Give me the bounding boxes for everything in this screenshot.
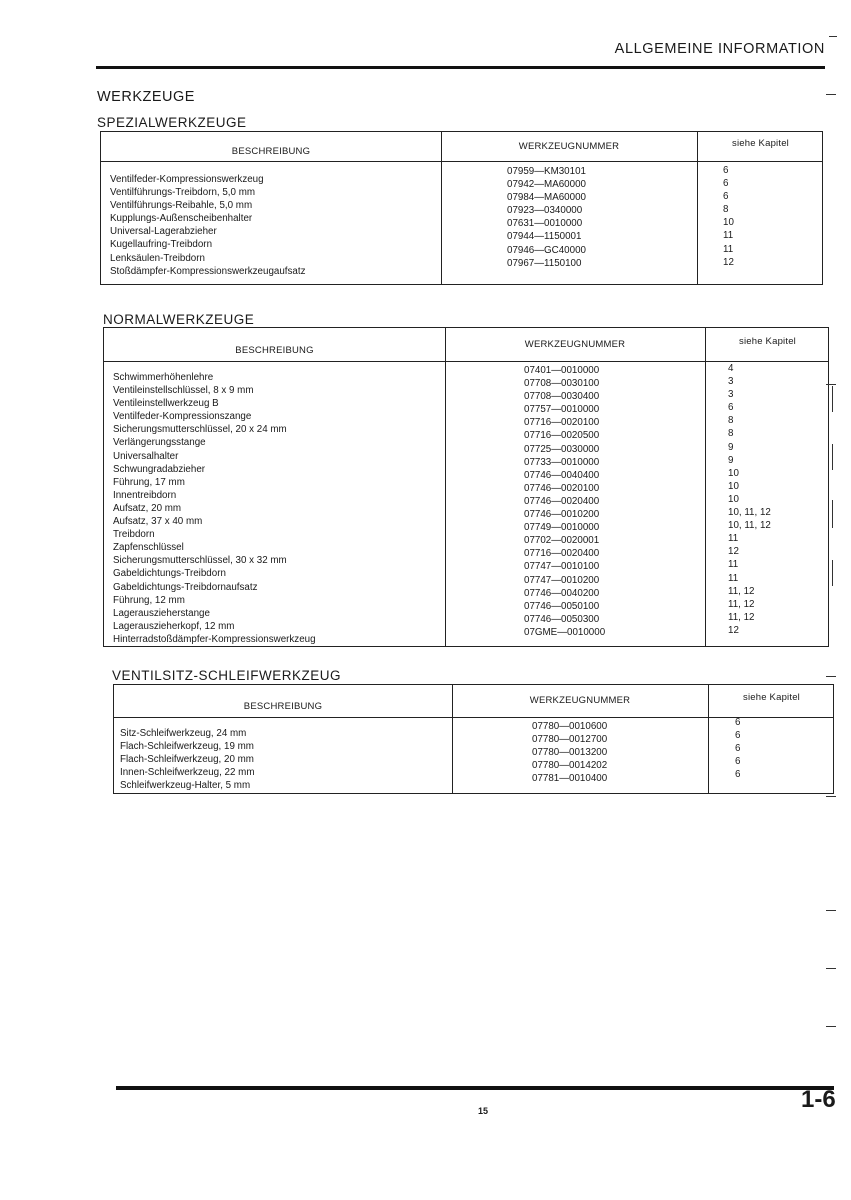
row-chapter: 8 — [728, 428, 734, 440]
row-part-number: 07716—0020500 — [524, 430, 600, 442]
row-part-number: 07747—0010200 — [524, 574, 600, 586]
row-part-number: 07746—0010200 — [524, 509, 600, 521]
row-description: Verlängerungsstange — [113, 437, 206, 449]
row-part-number: 07959—KM30101 — [507, 166, 586, 177]
chapter-column — [723, 164, 734, 269]
row-part-number: 07780—0012700 — [532, 734, 608, 746]
row-description: Gabeldichtungs-Treibdornaufsatz — [113, 581, 258, 593]
row-part-number: 07725—0030000 — [524, 443, 600, 455]
row-chapter: 11 — [728, 572, 739, 584]
row-part-number: 07967—1150100 — [507, 257, 582, 269]
page-title: WERKZEUGE — [97, 89, 195, 105]
part-number-column — [532, 720, 607, 785]
margin-mark — [826, 384, 836, 385]
row-part-number: 07749—0010000 — [524, 522, 600, 534]
row-description: Führung, 12 mm — [113, 594, 185, 606]
row-chapter: 10 — [728, 493, 739, 505]
row-description: Sicherungsmutterschlüssel, 30 x 32 mm — [113, 555, 287, 567]
row-part-number: 07747—0010100 — [524, 561, 600, 573]
row-chapter: 6 — [735, 756, 741, 768]
row-chapter: 6 — [728, 402, 734, 414]
row-chapter: 10, 11, 12 — [728, 520, 771, 532]
row-description: Universal-Lagerabzieher — [110, 226, 217, 238]
row-chapter: 12 — [723, 256, 734, 268]
row-part-number: 07944—1150001 — [507, 231, 582, 243]
margin-mark — [832, 386, 833, 412]
chapter-column — [735, 716, 740, 781]
col-header-kapitel: siehe Kapitel — [732, 138, 789, 149]
row-chapter: 10 — [723, 217, 734, 229]
top-rule — [96, 66, 825, 69]
row-part-number: 07GME—0010000 — [524, 626, 606, 638]
row-chapter: 3 — [728, 389, 734, 401]
row-description: Sitz-Schleifwerkzeug, 24 mm — [120, 728, 247, 739]
row-description: Ventileinstellschlüssel, 8 x 9 mm — [113, 385, 254, 397]
section-heading-normal: NORMALWERKZEUGE — [103, 312, 255, 327]
row-chapter: 10 — [728, 480, 739, 492]
bottom-rule — [116, 1086, 834, 1090]
margin-mark — [829, 36, 837, 37]
row-chapter: 9 — [728, 454, 734, 466]
section-heading-ventilsitz: VENTILSITZ-SCHLEIFWERKZEUG — [112, 668, 342, 683]
col-header-kapitel: siehe Kapitel — [743, 692, 800, 703]
part-number-column — [507, 165, 586, 270]
row-chapter: 12 — [728, 624, 739, 636]
row-description: Innen-Schleifwerkzeug, 22 mm — [120, 767, 255, 779]
row-chapter: 6 — [735, 717, 741, 728]
row-part-number: 07708—0030400 — [524, 391, 600, 403]
row-description: Lenksäulen-Treibdorn — [110, 252, 205, 264]
row-chapter: 9 — [728, 441, 734, 453]
row-part-number: 07631—0010000 — [507, 218, 583, 230]
row-description: Zapfenschlüssel — [113, 542, 184, 554]
row-part-number: 07708—0030100 — [524, 378, 600, 390]
row-chapter: 6 — [723, 165, 729, 176]
row-part-number: 07746—0050300 — [524, 613, 600, 625]
row-chapter: 11 — [723, 230, 734, 242]
col-header-werkzeugnummer: WERKZEUGNUMMER — [529, 695, 631, 706]
row-description: Innentreibdorn — [113, 489, 177, 501]
row-part-number: 07780—0013200 — [532, 747, 608, 759]
margin-mark — [826, 968, 836, 969]
table-spezialwerkzeuge — [100, 131, 823, 285]
row-chapter: 11 — [728, 559, 739, 571]
row-part-number: 07746—0040200 — [524, 587, 600, 599]
row-description: Führung, 17 mm — [113, 476, 185, 488]
page-number: 15 — [478, 1106, 489, 1116]
row-description: Ventilfeder-Kompressionszange — [113, 411, 252, 423]
margin-mark — [832, 560, 833, 586]
row-description: Schleifwerkzeug-Halter, 5 mm — [120, 780, 251, 792]
row-description: Flach-Schleifwerkzeug, 19 mm — [120, 741, 254, 753]
col-header-beschreibung: BESCHREIBUNG — [235, 345, 314, 356]
table-normalwerkzeuge — [103, 327, 829, 647]
row-chapter: 11, 12 — [728, 598, 755, 610]
chapter-column — [728, 362, 771, 637]
row-part-number: 07746—0020400 — [524, 495, 600, 507]
row-description: Lagerauszieherkopf, 12 mm — [113, 620, 235, 632]
row-description: Kupplungs-Außenscheibenhalter — [110, 213, 253, 225]
row-chapter: 10 — [728, 467, 739, 479]
row-chapter: 6 — [735, 743, 741, 755]
row-description: Aufsatz, 37 x 40 mm — [113, 516, 203, 528]
row-description: Ventileinstellwerkzeug B — [113, 398, 219, 410]
row-description: Universalhalter — [113, 450, 179, 462]
row-part-number: 07781—0010400 — [532, 773, 608, 785]
margin-mark — [826, 910, 836, 911]
row-chapter: 12 — [728, 546, 739, 558]
margin-mark — [826, 796, 836, 797]
row-chapter: 6 — [735, 769, 741, 781]
row-part-number: 07780—0014202 — [532, 760, 608, 772]
row-part-number: 07401—0010000 — [524, 365, 600, 376]
section-title: ALLGEMEINE INFORMATION — [614, 41, 825, 57]
row-chapter: 11, 12 — [728, 611, 755, 623]
row-chapter: 11 — [723, 243, 734, 255]
row-description: Sicherungsmutterschlüssel, 20 x 24 mm — [113, 424, 287, 436]
row-part-number: 07757—0010000 — [524, 404, 600, 416]
col-header-kapitel: siehe Kapitel — [739, 336, 796, 347]
col-header-werkzeugnummer: WERKZEUGNUMMER — [524, 339, 626, 350]
row-chapter: 4 — [728, 363, 734, 374]
col-header-werkzeugnummer: WERKZEUGNUMMER — [518, 141, 620, 152]
row-description: Flach-Schleifwerkzeug, 20 mm — [120, 754, 254, 766]
row-part-number: 07746—0020100 — [524, 482, 600, 494]
table-ventilsitz — [113, 684, 834, 794]
row-chapter: 6 — [723, 178, 729, 190]
margin-mark — [832, 500, 833, 528]
page-reference: 1-6 — [801, 1086, 836, 1113]
row-part-number: 07746—0040400 — [524, 469, 600, 481]
row-part-number: 07746—0050100 — [524, 600, 600, 612]
margin-mark — [826, 676, 836, 677]
section-heading-spezial: SPEZIALWERKZEUGE — [97, 115, 247, 130]
row-description: Schwimmerhöhenlehre — [113, 372, 214, 383]
row-description: Aufsatz, 20 mm — [113, 502, 182, 514]
row-description: Hinterradstoßdämpfer-Kompressionswerkzeug — [113, 633, 316, 645]
row-chapter: 8 — [723, 204, 729, 216]
row-part-number: 07716—0020400 — [524, 548, 600, 560]
description-column — [120, 727, 255, 792]
row-part-number: 07702—0020001 — [524, 535, 600, 547]
row-description: Gabeldichtungs-Treibdorn — [113, 568, 226, 580]
margin-mark — [826, 94, 836, 95]
row-part-number: 07780—0010600 — [532, 721, 608, 732]
row-part-number: 07716—0020100 — [524, 417, 600, 429]
row-chapter: 8 — [728, 415, 734, 427]
row-description: Kugellaufring-Treibdorn — [110, 239, 213, 251]
part-number-column — [524, 364, 605, 639]
row-chapter: 11, 12 — [728, 585, 755, 597]
description-column — [110, 173, 305, 278]
row-chapter: 6 — [735, 730, 741, 742]
row-description: Treibdorn — [113, 529, 155, 541]
row-description: Ventilfeder-Kompressionswerkzeug — [110, 174, 264, 185]
description-column — [113, 371, 316, 646]
row-part-number: 07923—0340000 — [507, 205, 583, 217]
row-description: Lagerauszieherstange — [113, 607, 210, 619]
row-description: Schwungradabzieher — [113, 463, 206, 475]
row-part-number: 07942—MA60000 — [507, 179, 586, 191]
row-chapter: 11 — [728, 533, 739, 545]
row-part-number: 07946—GC40000 — [507, 244, 586, 256]
row-part-number: 07984—MA60000 — [507, 192, 586, 204]
col-header-beschreibung: BESCHREIBUNG — [231, 146, 311, 157]
row-description: Ventilführungs-Treibdorn, 5,0 mm — [110, 187, 256, 199]
row-chapter: 3 — [728, 376, 734, 388]
row-description: Ventilführungs-Reibahle, 5,0 mm — [110, 200, 253, 212]
row-chapter: 6 — [723, 191, 729, 203]
margin-mark — [826, 1026, 836, 1027]
row-chapter: 10, 11, 12 — [728, 507, 771, 519]
col-header-beschreibung: BESCHREIBUNG — [243, 701, 323, 712]
margin-mark — [832, 444, 833, 470]
row-part-number: 07733—0010000 — [524, 456, 600, 468]
row-description: Stoßdämpfer-Kompressionswerkzeugaufsatz — [110, 265, 306, 277]
